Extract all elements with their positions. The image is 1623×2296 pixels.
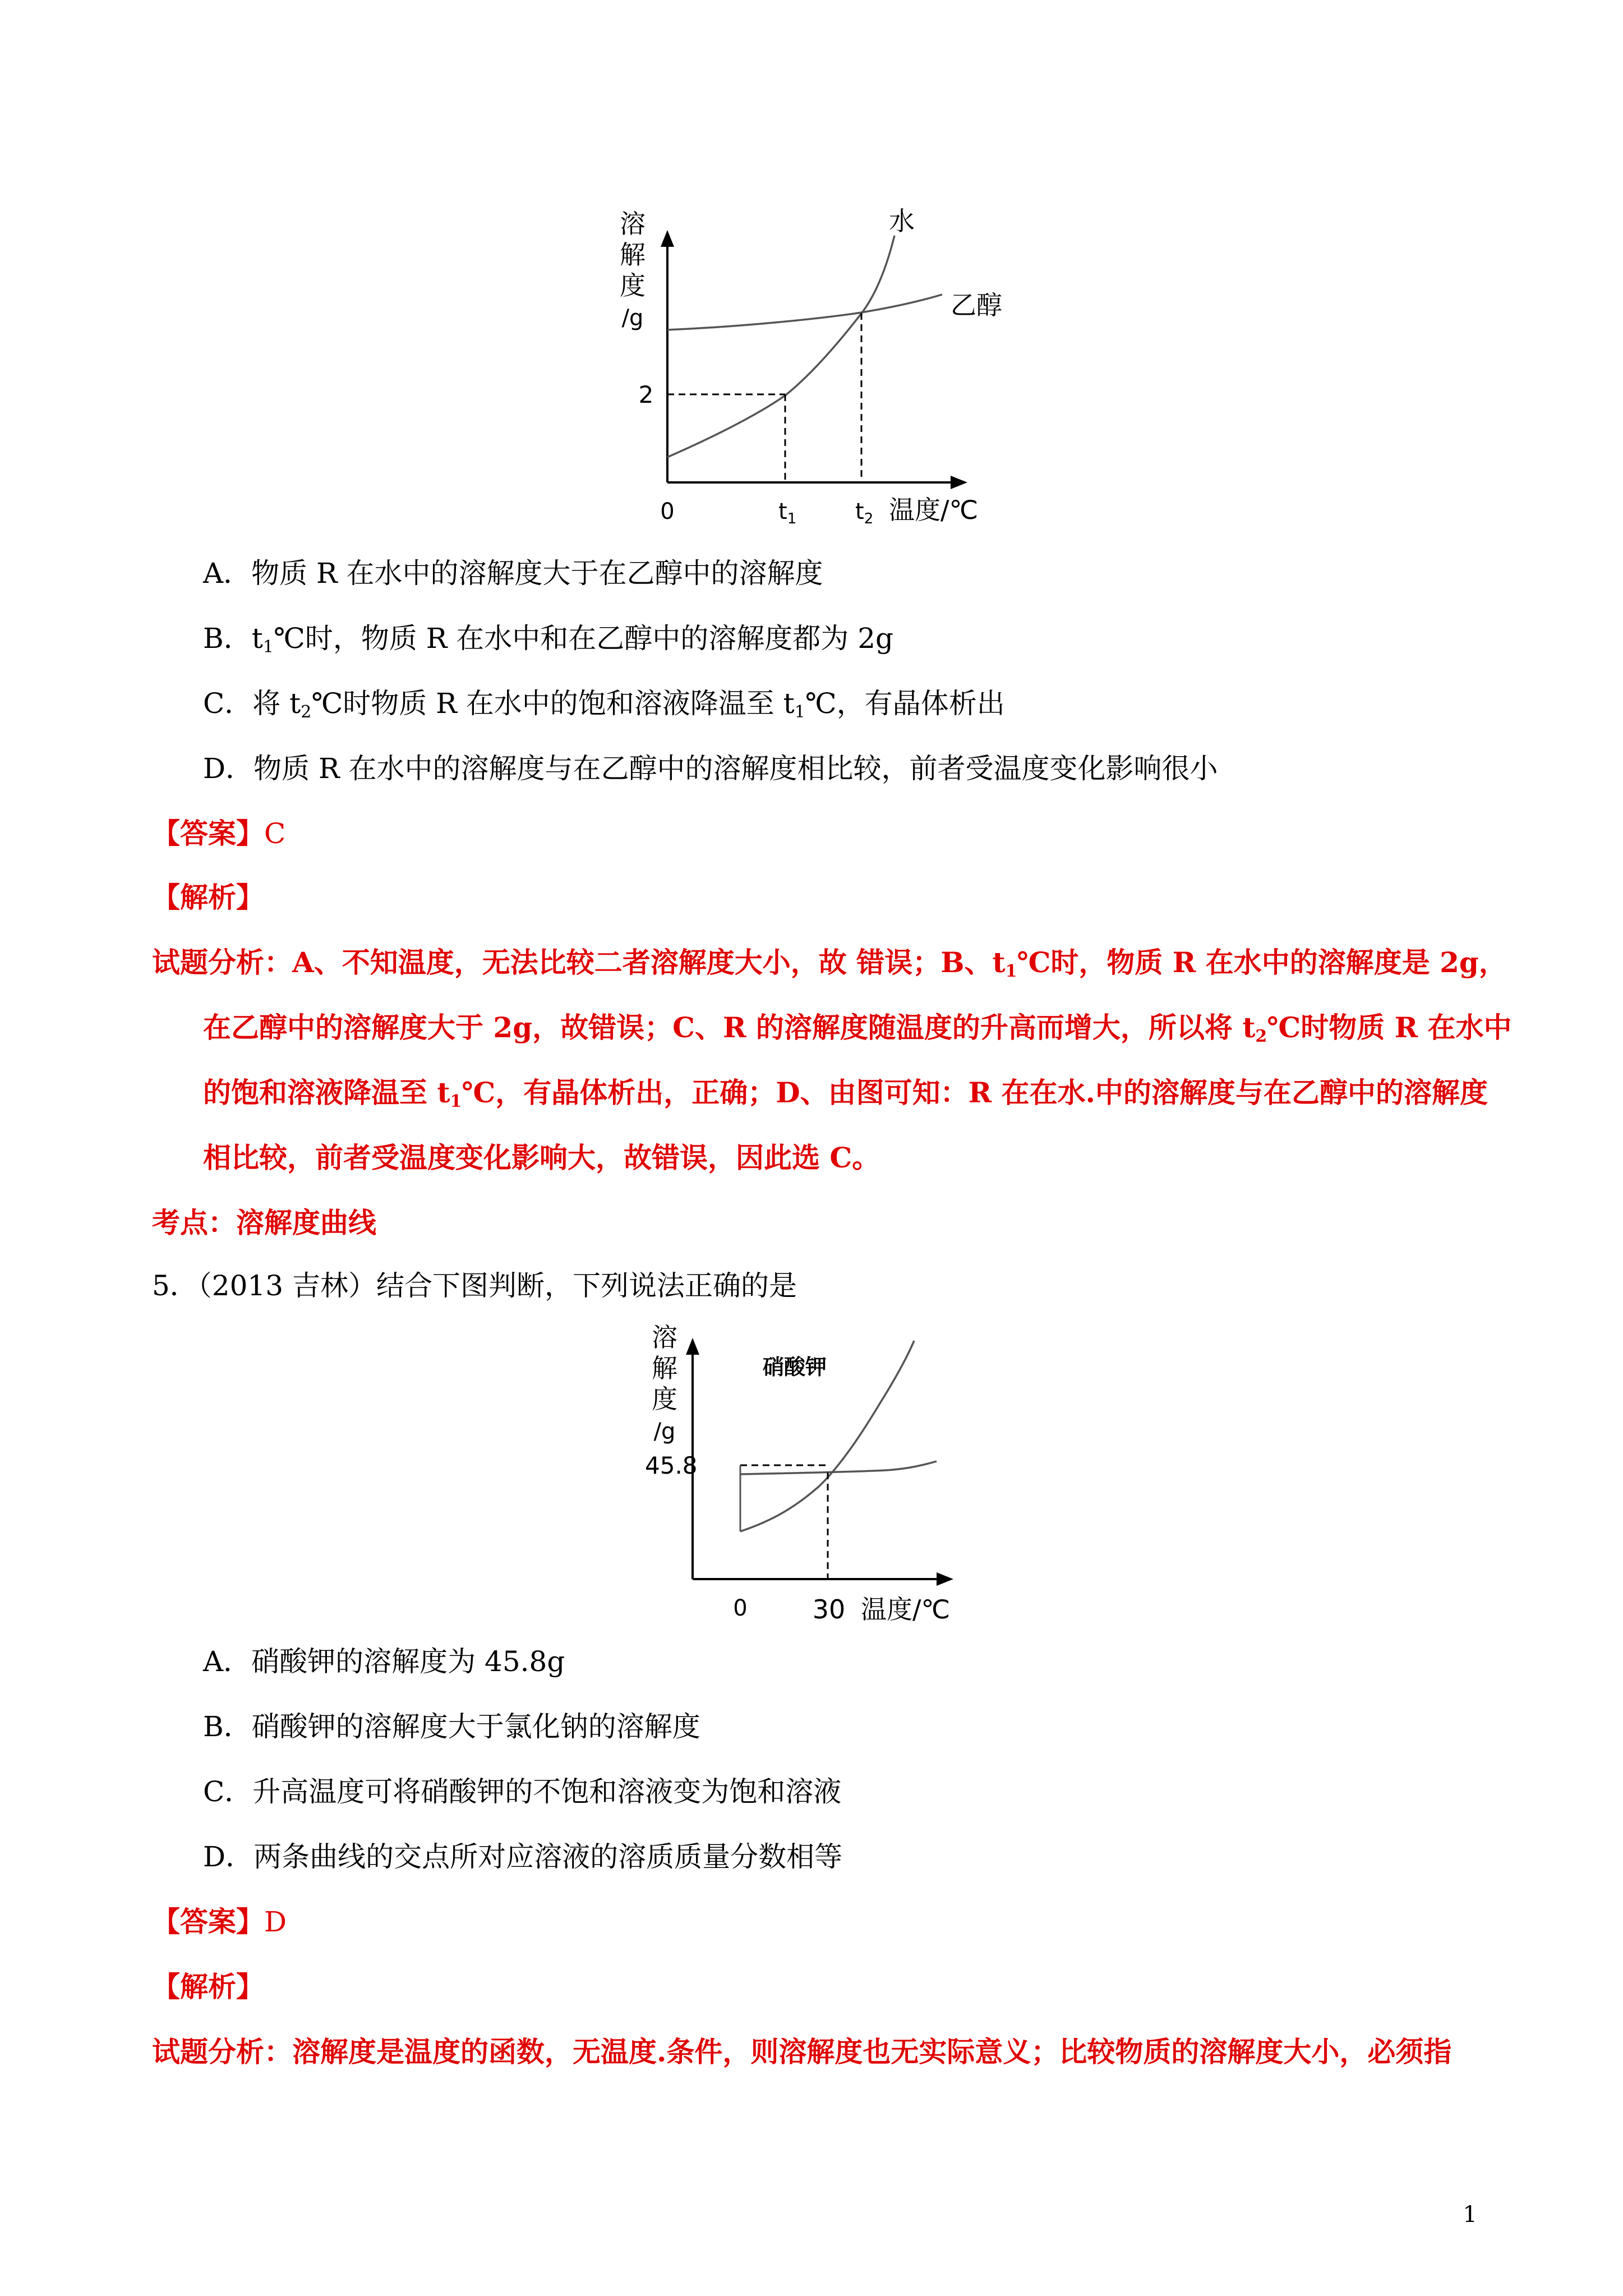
fig2-y-label-1: 解 (652, 1353, 677, 1383)
fig1-y-tick: 2 (638, 381, 654, 408)
fig2-curve-kno3-label: 硝酸钾 (763, 1355, 827, 1379)
solubility-chart-2 (639, 1318, 987, 1632)
q5-option-d: D．两条曲线的交点所对应溶液的溶质质量分数相等 (203, 1841, 843, 1873)
fig2-x-arrow (937, 1572, 953, 1586)
q4-option-d: D．物质 R 在水中的溶解度与在乙醇中的溶解度相比较，前者受温度变化影响很小 (203, 752, 1218, 785)
q4-analysis-line-2: 在乙醇中的溶解度大于 2g，故错误；C、R 的溶解度随温度的升高而增大，所以将 $t_2℃$时物质 R 在水中 (203, 1011, 1512, 1046)
q5-analysis-line-1: 试题分析：溶解度是温度的函数，无温度.条件，则溶解度也无实际意义；比较物质的溶解度大小，必须指 (152, 2035, 1452, 2068)
q4-kaodian: 考点：溶解度曲线 (152, 1206, 376, 1239)
fig2-y-tick: 45.8 (645, 1452, 698, 1479)
fig2-y-label-3: /g (653, 1419, 676, 1444)
fig1-x-tick-1: $t_1$ (778, 499, 797, 527)
fig1-y-arrow (661, 230, 674, 247)
fig1-curve-water-label: 水 (889, 206, 915, 236)
solubility-figure-2 (639, 1318, 987, 1632)
page-number: 1 (1463, 2202, 1477, 2228)
q4-analysis-tag: 【解析】 (152, 881, 264, 914)
q4-option-c: C．将 $t_2℃$时物质 R 在水中的饱和溶液降温至 $t_1℃$，有晶体析出 (203, 687, 1005, 722)
fig1-y-label-3: /g (621, 305, 644, 331)
fig1-x-tick-2: $t_2$ (855, 499, 874, 527)
q4-analysis-line-4: 相比较，前者受温度变化影响大，故错误，因此选 C。 (203, 1141, 880, 1174)
q5-option-c: C．升高温度可将硝酸钾的不饱和溶液变为饱和溶液 (203, 1775, 842, 1808)
q4-analysis-line-1: 试题分析：A、不知温度，无法比较二者溶解度大小，故 错误；B、$t_1℃$时，物质 R 在水中的溶解度是 2g， (152, 946, 1507, 981)
fig1-curve-ethanol-label: 乙醇 (951, 290, 1002, 320)
fig2-y-arrow (686, 1338, 699, 1355)
q4-option-b: B．$t_1℃$时，物质 R 在水中和在乙醇中的溶解度都为 2g (203, 622, 894, 657)
q4-option-a: A．物质 R 在水中的溶解度大于在乙醇中的溶解度 (203, 557, 823, 590)
fig1-y-label-1: 解 (620, 240, 645, 270)
fig1-x-arrow (951, 476, 967, 489)
solubility-chart-1 (606, 202, 1009, 550)
fig1-origin: 0 (660, 499, 675, 524)
q5-stem: 5．（2013 吉林）结合下图判断，下列说法正确的是 (152, 1269, 797, 1302)
solubility-figure-1 (606, 202, 1009, 550)
fig2-x-label: 温度/℃ (861, 1594, 951, 1625)
fig1-curve-ethanol (667, 295, 942, 330)
q4-answer: 【答案】C (152, 817, 286, 850)
fig2-y-label-0: 溶 (652, 1322, 677, 1352)
fig1-y-label-0: 溶 (620, 209, 645, 239)
q5-option-b: B．硝酸钾的溶解度大于氯化钠的溶解度 (203, 1710, 700, 1743)
q5-option-a: A．硝酸钾的溶解度为 45.8g (203, 1645, 565, 1678)
fig2-origin: 0 (733, 1595, 748, 1621)
fig1-curve-water (667, 236, 895, 457)
q5-analysis-tag: 【解析】 (152, 1970, 264, 2003)
fig1-y-label-2: 度 (620, 270, 645, 301)
q4-analysis-line-3: 的饱和溶液降温至 $t_1℃$，有晶体析出，正确；D、由图可知：R 在在水.中的溶解度与在乙醇中的溶解度 (203, 1076, 1488, 1111)
q5-answer: 【答案】D (152, 1905, 287, 1938)
fig1-x-label: 温度/℃ (889, 495, 979, 525)
fig2-x-tick: 30 (812, 1594, 846, 1625)
fig2-y-label-2: 度 (652, 1384, 677, 1414)
